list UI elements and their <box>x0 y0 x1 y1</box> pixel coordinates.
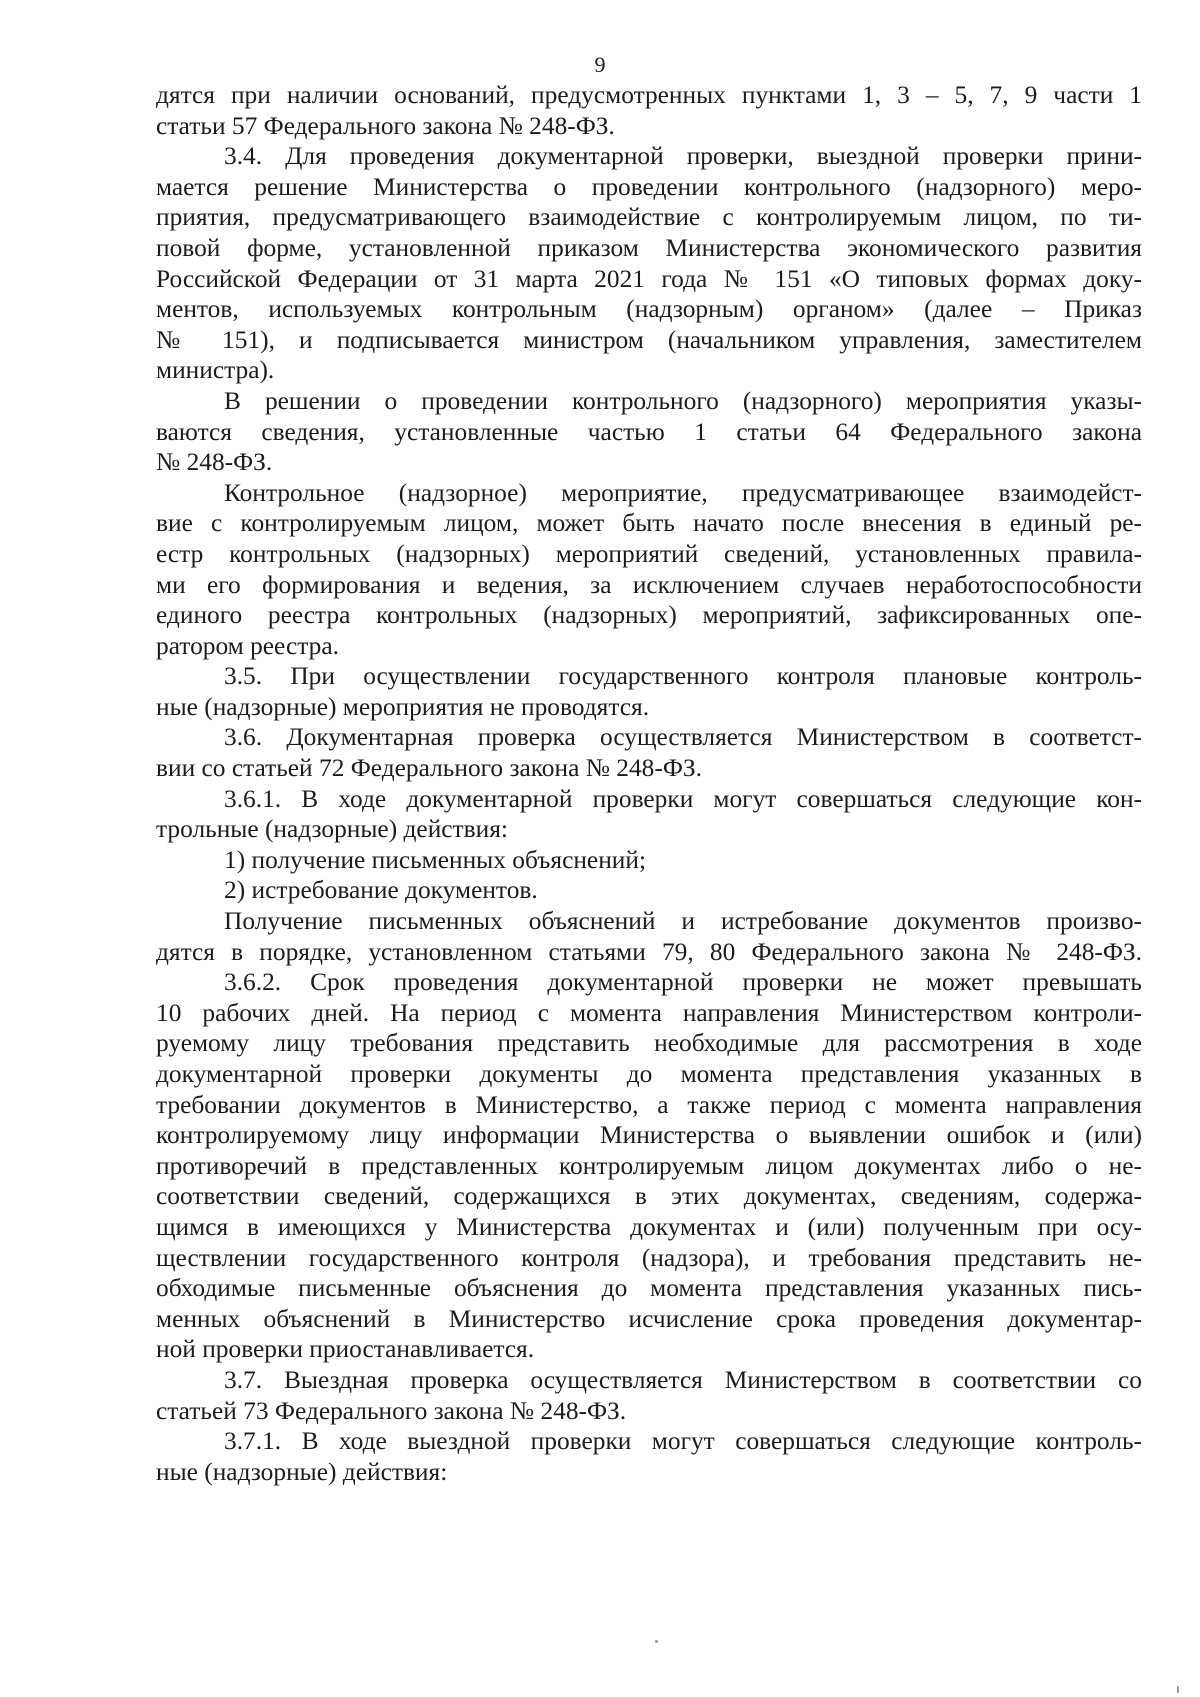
text-line: приятия, предусматривающего взаимодействие с контролируемым лицом, по ти- <box>156 203 1142 232</box>
text-line: ные (надзорные) мероприятия не проводятся. <box>156 692 650 721</box>
text-line: В решении о проведении контрольного (надзорного) мероприятия указы- <box>224 386 1142 415</box>
text-line: Российской Федерации от 31 марта 2021 года № 151 «О типовых формах доку- <box>156 264 1142 293</box>
text-line: ные (надзорные) действия: <box>156 1457 448 1486</box>
text-line: единого реестра контрольных (надзорных) мероприятий, зафиксированных опе- <box>156 601 1142 630</box>
text-line: ваются сведения, установленные частью 1 статьи 64 Федерального закона <box>156 417 1142 446</box>
text-line: 3.6.2. Срок проведения документарной проверки не может превышать <box>224 968 1142 997</box>
text-line: министра). <box>156 356 275 385</box>
text-line: № 248-ФЗ. <box>156 448 273 477</box>
scan-speck <box>1177 1686 1179 1693</box>
scan-speck <box>655 1640 658 1643</box>
text-line: ментов, используемых контрольным (надзорным) органом» (далее – Приказ <box>156 295 1142 324</box>
text-line: статьей 73 Федерального закона № 248-ФЗ. <box>156 1396 627 1425</box>
text-line: Контрольное (надзорное) мероприятие, предусматривающее взаимодейст- <box>224 478 1142 507</box>
page-number: 9 <box>594 52 606 77</box>
text-line: ществлении государственного контроля (надзора), и требования представить не- <box>156 1243 1142 1272</box>
text-line: 10 рабочих дней. На период с момента направления Министерством контроли- <box>156 998 1142 1027</box>
text-line: повой форме, установленной приказом Министерства экономического развития <box>156 233 1142 262</box>
text-line: 1) получение письменных объяснений; <box>224 845 647 874</box>
text-line: ной проверки приостанавливается. <box>156 1335 535 1364</box>
document-body <box>156 80 1142 1487</box>
text-line: 3.5. При осуществлении государственного контроля плановые контроль- <box>224 662 1142 691</box>
text-line: дятся в порядке, установленном статьями 79, 80 Федерального закона № 248-ФЗ. <box>156 937 1142 966</box>
text-line: ми его формирования и ведения, за исключением случаев неработоспособности <box>156 570 1142 599</box>
text-line: 3.6.1. В ходе документарной проверки могут совершаться следующие кон- <box>224 784 1142 813</box>
text-line: 3.7.1. В ходе выездной проверки могут совершаться следующие контроль- <box>224 1427 1142 1456</box>
text-line: естр контрольных (надзорных) мероприятий сведений, установленных правила- <box>156 539 1142 568</box>
text-line: № 151), и подписывается министром (начальником управления, заместителем <box>156 325 1142 354</box>
text-line: 3.4. Для проведения документарной проверки, выездной проверки прини- <box>224 142 1142 171</box>
text-line: руемому лицу требования представить необходимые для рассмотрения в ходе <box>156 1029 1142 1058</box>
text-line: ратором реестра. <box>156 631 339 660</box>
text-line: Получение письменных объяснений и истребование документов произво- <box>224 907 1142 936</box>
text-line: противоречий в представленных контролируемым лицом документах либо о не- <box>156 1151 1142 1180</box>
text-line: 2) истребование документов. <box>224 876 538 905</box>
text-line: трольные (надзорные) действия: <box>156 815 508 844</box>
text-line: мается решение Министерства о проведении контрольного (надзорного) меро- <box>156 172 1142 201</box>
text-line: соответствии сведений, содержащихся в этих документах, сведениям, содержа- <box>156 1182 1142 1211</box>
text-line: менных объяснений в Министерство исчисление срока проведения документар- <box>156 1304 1142 1333</box>
text-line: контролируемому лицу информации Министерства о выявлении ошибок и (или) <box>156 1121 1142 1150</box>
text-line: щимся в имеющихся у Министерства документах и (или) полученным при осу- <box>156 1212 1142 1241</box>
text-line: обходимые письменные объяснения до момента представления указанных пись- <box>156 1274 1142 1303</box>
text-line: вии со статьей 72 Федерального закона № 248-ФЗ. <box>156 754 702 783</box>
text-line: дятся при наличии оснований, предусмотренных пунктами 1, 3 – 5, 7, 9 части 1 <box>156 81 1142 109</box>
text-line: требовании документов в Министерство, а также период с момента направления <box>156 1090 1142 1119</box>
text-line: вие с контролируемым лицом, может быть начато после внесения в единый ре- <box>156 509 1142 538</box>
text-line: статьи 57 Федерального закона № 248-ФЗ. <box>156 111 615 140</box>
text-line: документарной проверки документы до момента представления указанных в <box>156 1060 1142 1088</box>
text-line: 3.7. Выездная проверка осуществляется Министерством в соответствии со <box>224 1365 1142 1394</box>
text-line: 3.6. Документарная проверка осуществляется Министерством в соответст- <box>224 723 1142 752</box>
